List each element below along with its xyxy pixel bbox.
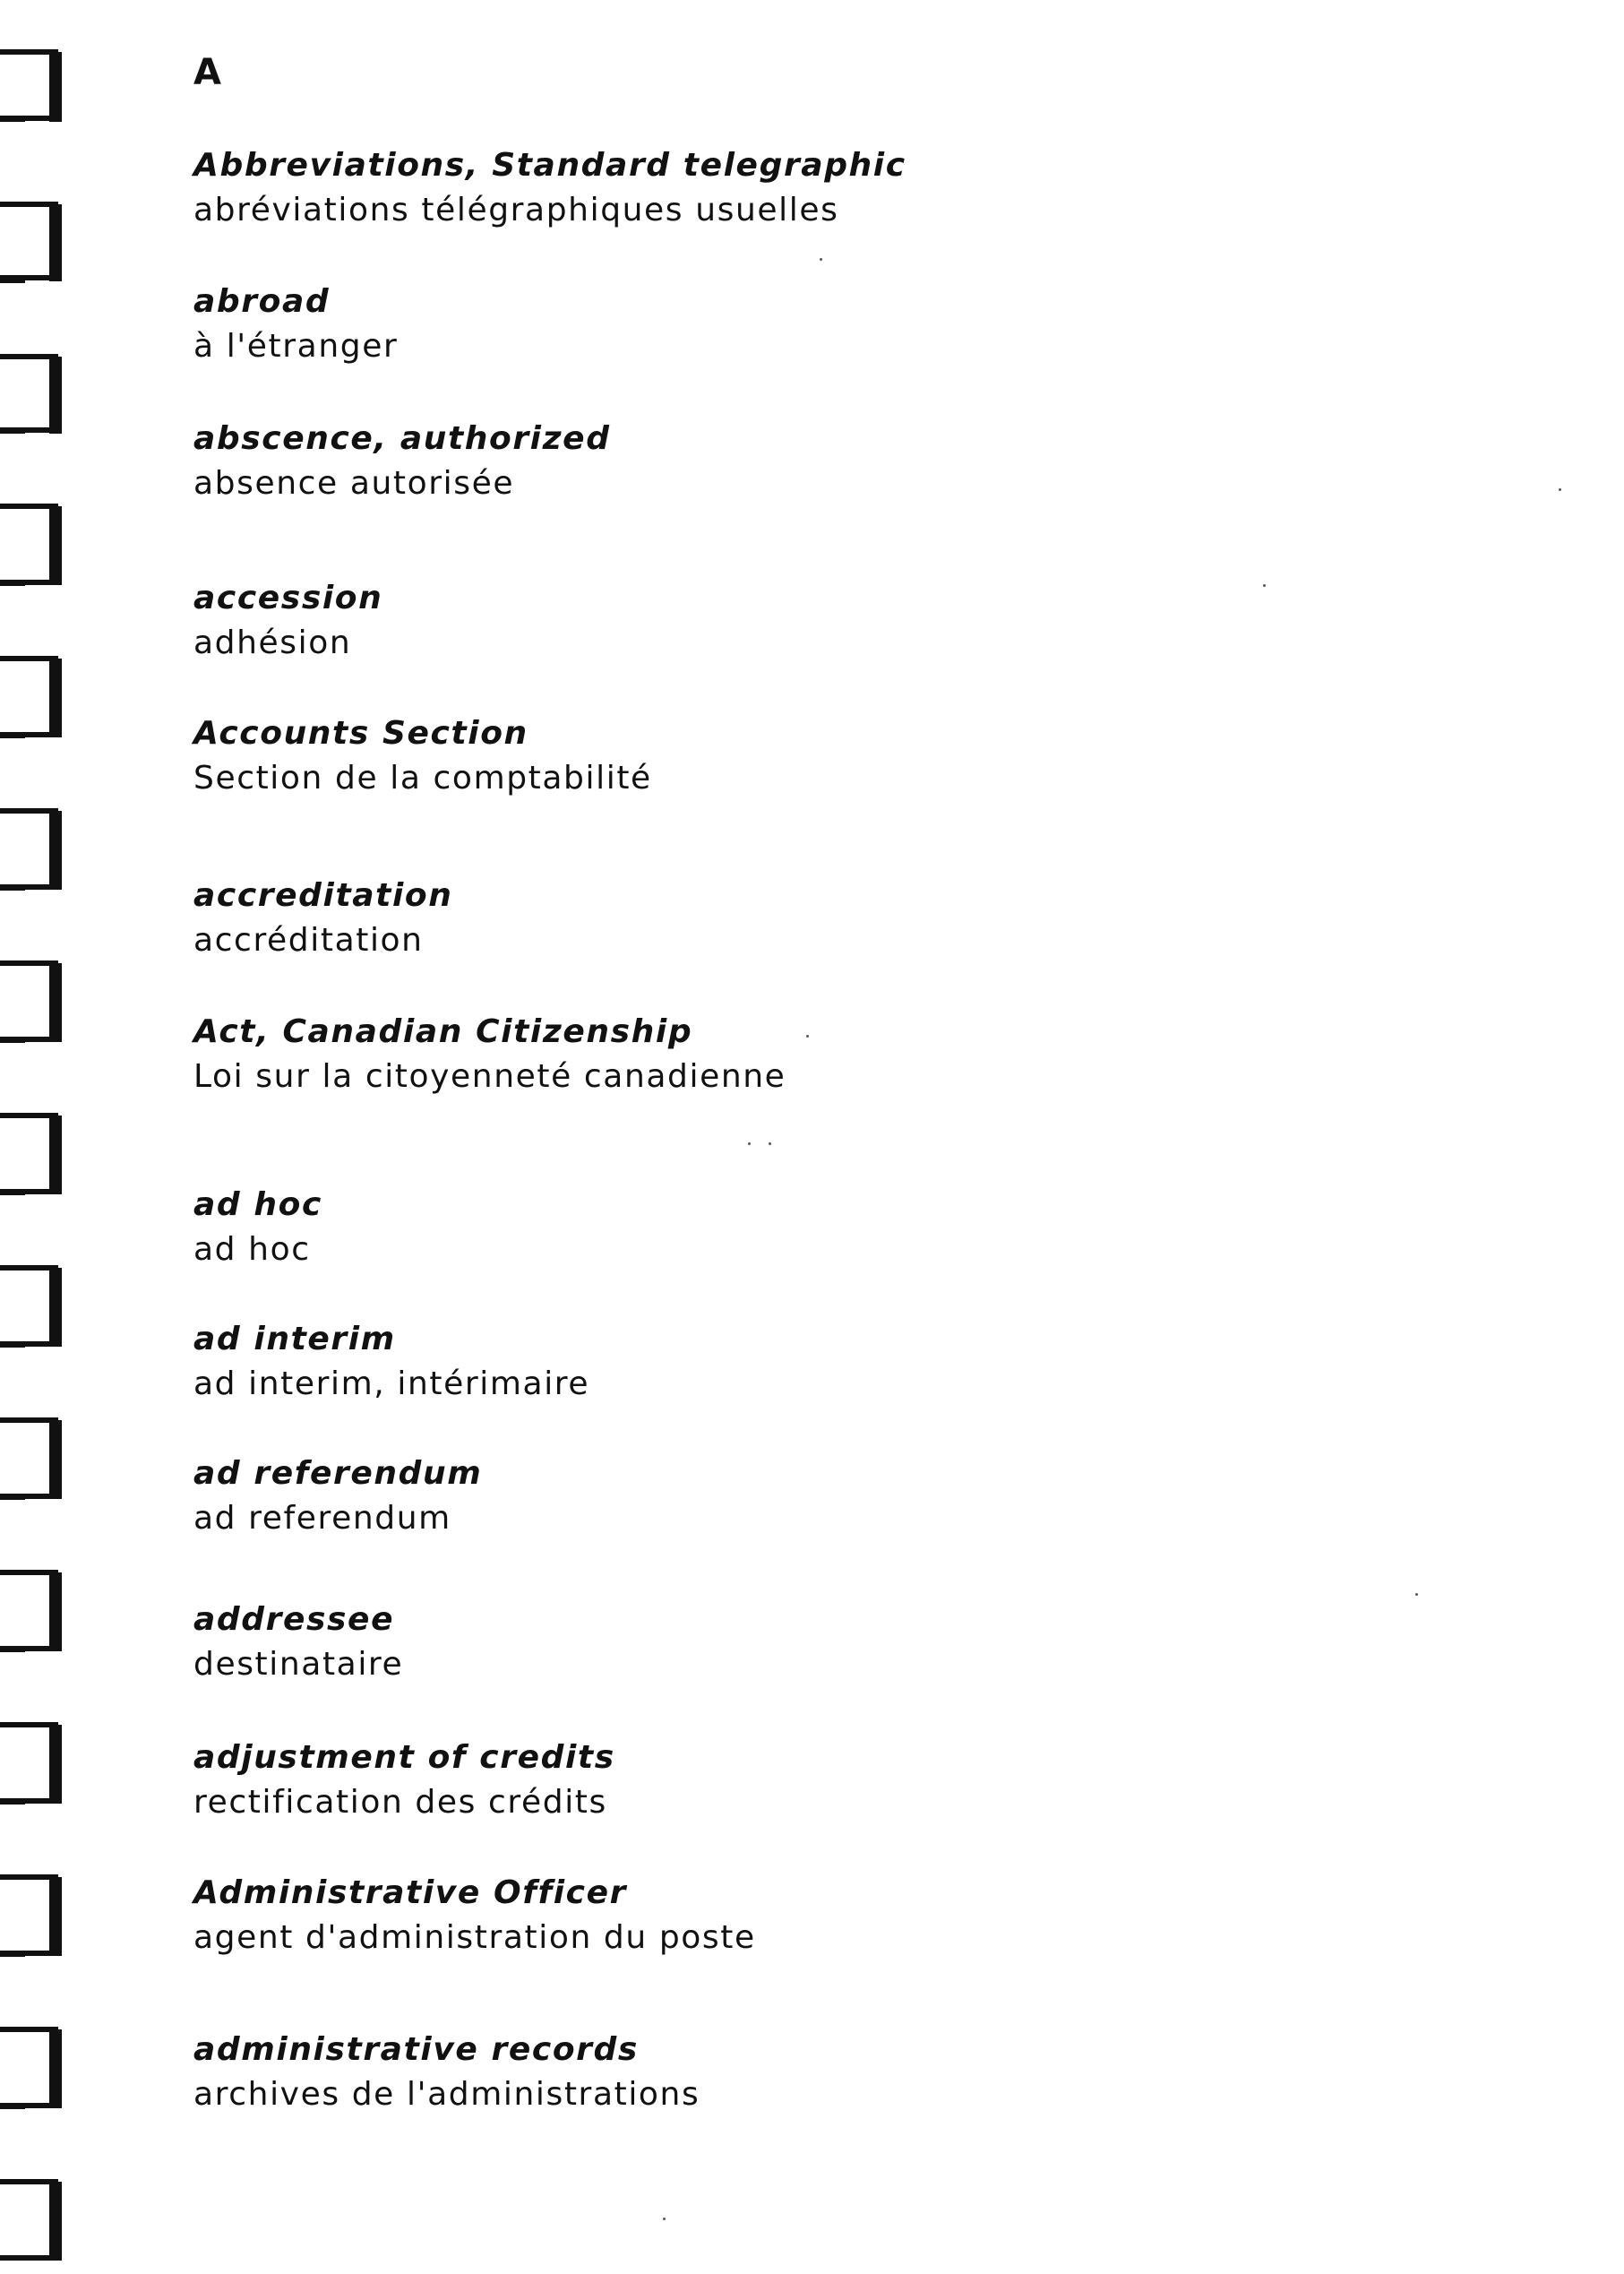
glossary-entry [193,711,652,801]
entry-translation: abréviations télégraphiques usuelles [193,192,839,228]
glossary-entry [193,1451,482,1541]
glossary-entry [193,1010,786,1099]
glossary-entry [193,2028,700,2117]
entry-translation: Loi sur la citoyenneté canadienne [193,1058,786,1095]
entry-term: accession [193,580,383,616]
entry-term: accreditation [193,877,453,914]
glossary-entry [193,1871,756,1960]
entry-term: Abbreviations, Standard telegraphic [193,147,907,184]
glossary-entry [193,576,382,666]
entry-term: adjustment of credits [193,1739,615,1776]
glossary-entry [193,1317,589,1407]
glossary-entry [193,1736,615,1825]
entry-term: Act, Canadian Citizenship [193,1013,693,1050]
entry-translation: ad hoc [193,1231,311,1268]
entry-term: ad referendum [193,1455,483,1492]
entry-term: abroad [193,283,331,320]
glossary-entry [193,280,398,369]
entry-translation: accréditation [193,922,424,959]
entry-term: ad interim [193,1321,396,1357]
glossary-entry [193,874,452,963]
entry-term: abscence, authorized [193,420,611,457]
scan-speck [769,1142,771,1145]
entry-term: administrative records [193,2031,639,2068]
scan-speck [663,2218,666,2220]
entry-translation: Section de la comptabilité [193,760,652,797]
entry-translation: archives de l'administrations [193,2076,700,2113]
section-letter: A [193,52,222,93]
entry-translation: rectification des crédits [193,1784,607,1821]
entry-term: ad hoc [193,1186,322,1223]
entry-translation: à l'étranger [193,328,399,365]
scan-speck [820,258,822,261]
glossary-entry [193,143,907,233]
entry-translation: destinataire [193,1646,404,1683]
entry-term: Accounts Section [193,715,528,752]
scan-speck [1559,488,1561,491]
glossary-entry [193,417,611,506]
spiral-binding [0,0,90,2274]
glossary-entry [193,1183,322,1272]
entry-term: addressee [193,1601,395,1638]
entry-translation: ad interim, intérimaire [193,1365,590,1402]
entry-term: Administrative Officer [193,1874,627,1911]
scan-speck [806,1035,809,1038]
scan-speck [748,1142,751,1145]
entry-translation: ad referendum [193,1500,451,1537]
entry-translation: agent d'administration du poste [193,1919,756,1956]
entry-translation: absence autorisée [193,465,515,502]
scan-speck [1415,1593,1418,1596]
glossary-entry [193,1598,403,1687]
scan-speck [1263,584,1266,587]
entry-translation: adhésion [193,624,352,661]
